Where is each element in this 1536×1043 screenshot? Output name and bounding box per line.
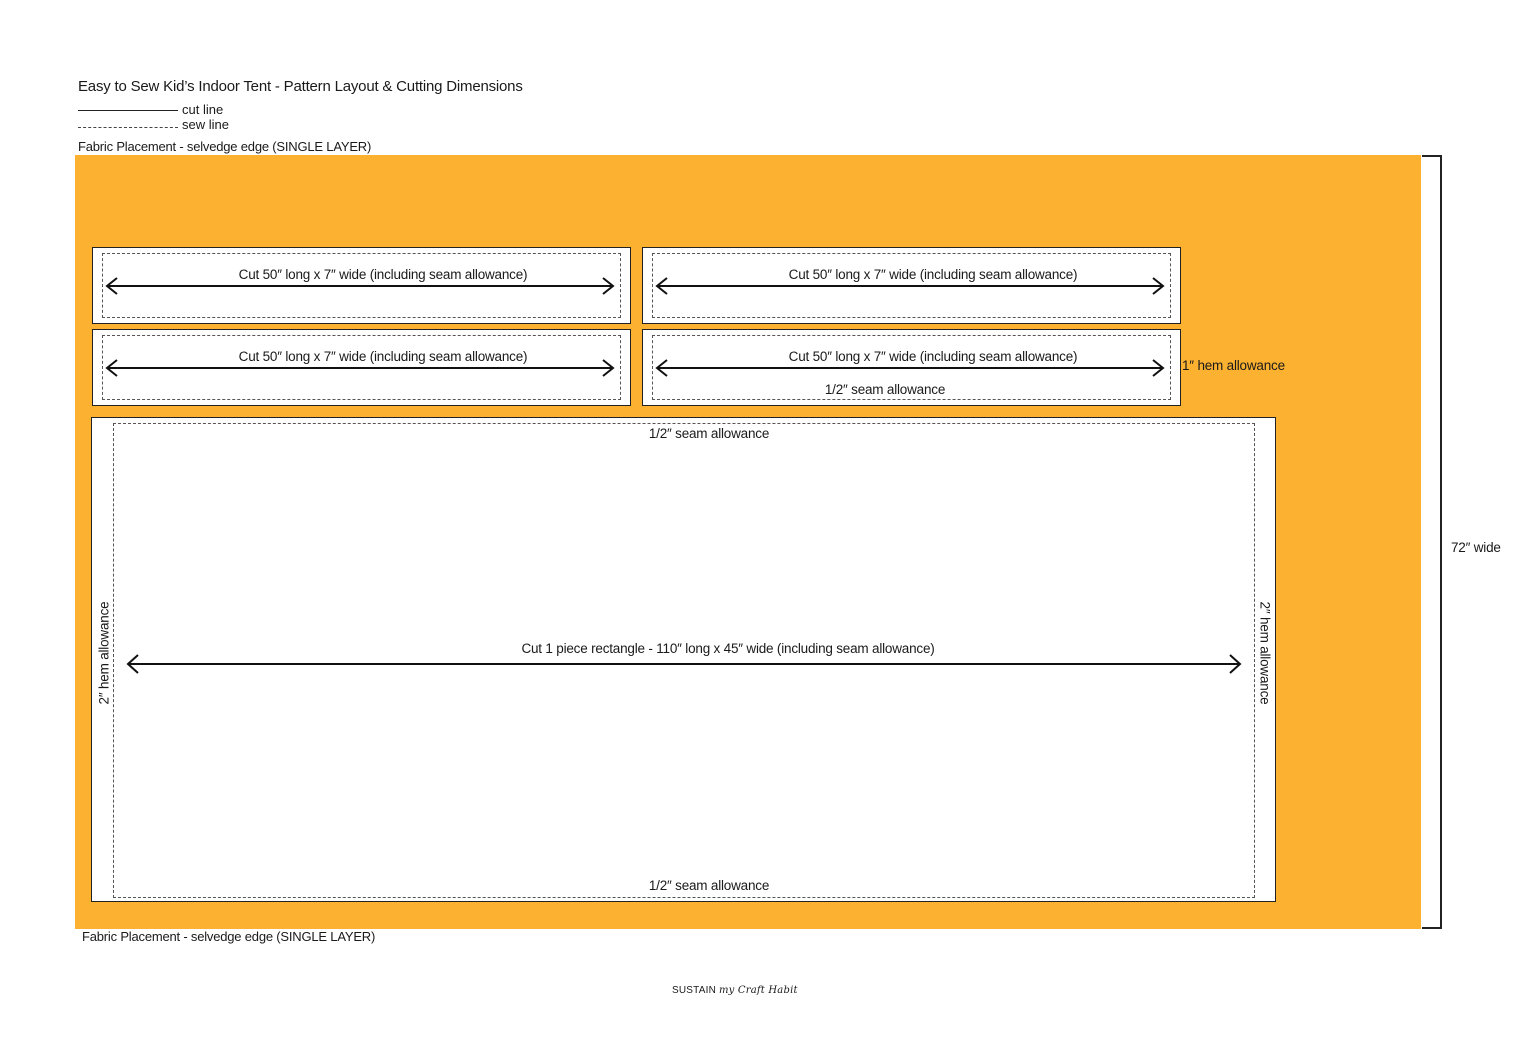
double-arrow-icon (126, 655, 1242, 673)
page-title: Easy to Sew Kid’s Indoor Tent - Pattern Layout & Cutting Dimensions (78, 78, 523, 95)
strip-piece-3 (92, 329, 631, 406)
top-seam-allowance-note: 1/2″ seam allowance (648, 426, 770, 441)
fabric-width-label: 72″ wide (1451, 540, 1501, 555)
cut-line-sample (78, 110, 178, 111)
strip-label: Cut 50″ long x 7″ wide (including seam allowance) (788, 267, 1078, 282)
sew-line-sample (78, 127, 178, 128)
right-hem-allowance-note: 2″ hem allowance (1257, 601, 1273, 705)
left-hem-allowance-note: 2″ hem allowance (96, 601, 112, 705)
double-arrow-icon (655, 278, 1165, 294)
main-piece-label: Cut 1 piece rectangle - 110″ long x 45″ wide (including seam allowance) (521, 641, 935, 656)
footer-script: my Craft Habit (718, 985, 798, 996)
fabric-width-bracket (1422, 155, 1442, 929)
footer-brand: SUSTAIN (672, 985, 716, 996)
double-arrow-icon (105, 278, 615, 294)
strip-piece-2 (642, 247, 1181, 324)
strip-piece-1 (92, 247, 631, 324)
fabric-placement-bottom: Fabric Placement - selvedge edge (SINGLE LAYER) (82, 929, 376, 944)
bottom-seam-allowance-note: 1/2″ seam allowance (648, 878, 770, 893)
footer-logo (672, 985, 798, 996)
strip-seam-allowance-note: 1/2″ seam allowance (824, 382, 946, 397)
double-arrow-icon (655, 360, 1165, 376)
strip-label: Cut 50″ long x 7″ wide (including seam allowance) (788, 349, 1078, 364)
main-rectangle-piece (91, 417, 1276, 902)
sew-line-legend: sew line (182, 117, 229, 132)
fabric-placement-top: Fabric Placement - selvedge edge (SINGLE LAYER) (78, 139, 372, 154)
strip-label: Cut 50″ long x 7″ wide (including seam allowance) (238, 267, 528, 282)
double-arrow-icon (105, 360, 615, 376)
strip-piece-4 (642, 329, 1181, 406)
strip-hem-allowance-note: 1″ hem allowance (1182, 358, 1285, 373)
strip-label: Cut 50″ long x 7″ wide (including seam allowance) (238, 349, 528, 364)
cut-line-legend: cut line (182, 102, 224, 117)
